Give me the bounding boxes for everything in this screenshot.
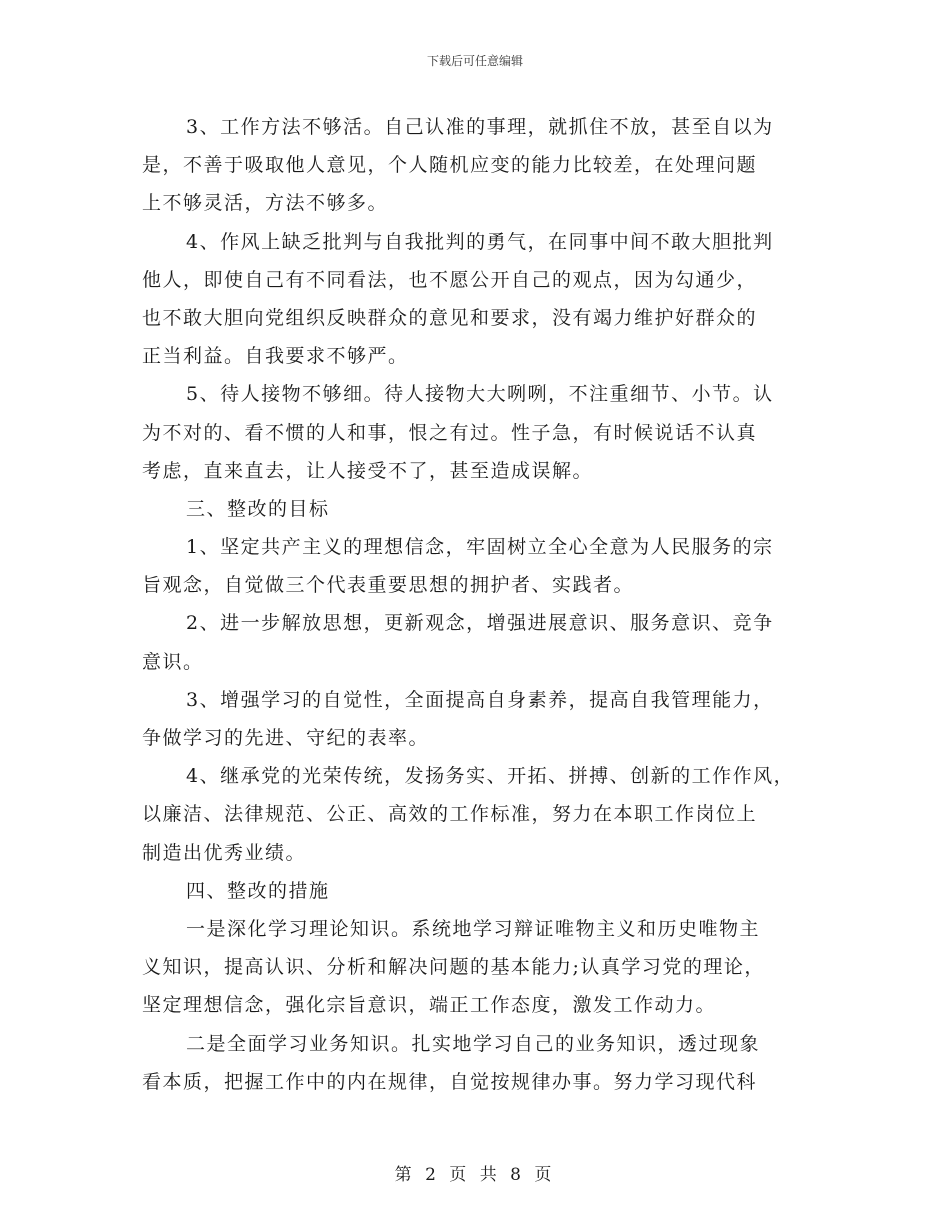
text-line: 上不够灵活，方法不够多。 bbox=[142, 192, 389, 215]
text-line: 以廉洁、法律规范、公正、高效的工作标准，努力在本职工作岗位上 bbox=[142, 803, 758, 826]
text-line: 考虑，直来直去，让人接受不了，甚至造成误解。 bbox=[142, 459, 594, 482]
text-line: 3、增强学习的自觉性，全面提高自身素养，提高自我管理能力， bbox=[186, 688, 774, 711]
text-line: 意识。 bbox=[142, 650, 204, 673]
text-line: 看本质，把握工作中的内在规律，自觉按规律办事。努力学习现代科 bbox=[142, 1070, 758, 1093]
text-line: 4、作风上缺乏批判与自我批判的勇气，在同事中间不敢大胆批判 bbox=[186, 230, 774, 253]
text-line: 也不敢大胆向党组织反映群众的意见和要求，没有竭力维护好群众的 bbox=[142, 306, 758, 329]
text-line: 是，不善于吸取他人意见，个人随机应变的能力比较差，在处理问题 bbox=[142, 154, 758, 177]
text-line: 2、进一步解放思想，更新观念，增强进展意识、服务意识、竞争 bbox=[186, 612, 774, 635]
text-line: 旨观念，自觉做三个代表重要思想的拥护者、实践者。 bbox=[142, 574, 635, 597]
text-line: 5、待人接物不够细。待人接物大大咧咧，不注重细节、小节。认 bbox=[186, 383, 774, 406]
page-footer: 第 2 页 共 8 页 bbox=[394, 1165, 556, 1185]
text-line: 制造出优秀业绩。 bbox=[142, 841, 307, 864]
text-line: 一是深化学习理论知识。系统地学习辩证唯物主义和历史唯物主 bbox=[186, 917, 761, 940]
text-line: 二是全面学习业务知识。扎实地学习自己的业务知识，透过现象 bbox=[186, 1032, 761, 1055]
document-body bbox=[142, 108, 818, 1101]
text-line: 1、坚定共产主义的理想信念，牢固树立全心全意为人民服务的宗 bbox=[186, 536, 774, 559]
section-heading: 四、整改的措施 bbox=[186, 879, 330, 902]
text-line: 义知识，提高认识、分析和解决问题的基本能力;认真学习党的理论， bbox=[142, 956, 765, 979]
text-line: 3、工作方法不够活。自己认准的事理，就抓住不放，甚至自以为 bbox=[186, 116, 774, 138]
text-line: 4、继承党的光荣传统，发扬务实、开拓、拼搏、创新的工作作风， bbox=[186, 765, 795, 788]
text-line: 正当利益。自我要求不够严。 bbox=[142, 345, 409, 368]
text-line: 坚定理想信念，强化宗旨意识，端正工作态度，激发工作动力。 bbox=[142, 994, 717, 1017]
text-line: 他人，即使自己有不同看法，也不愿公开自己的观点，因为勾通少， bbox=[142, 268, 758, 291]
section-heading: 三、整改的目标 bbox=[186, 497, 330, 520]
page-header: 下载后可任意编辑 bbox=[426, 54, 523, 68]
text-line: 争做学习的先进、守纪的表率。 bbox=[142, 727, 430, 749]
text-line: 为不对的、看不惯的人和事，恨之有过。性子急，有时候说话不认真 bbox=[142, 421, 758, 444]
